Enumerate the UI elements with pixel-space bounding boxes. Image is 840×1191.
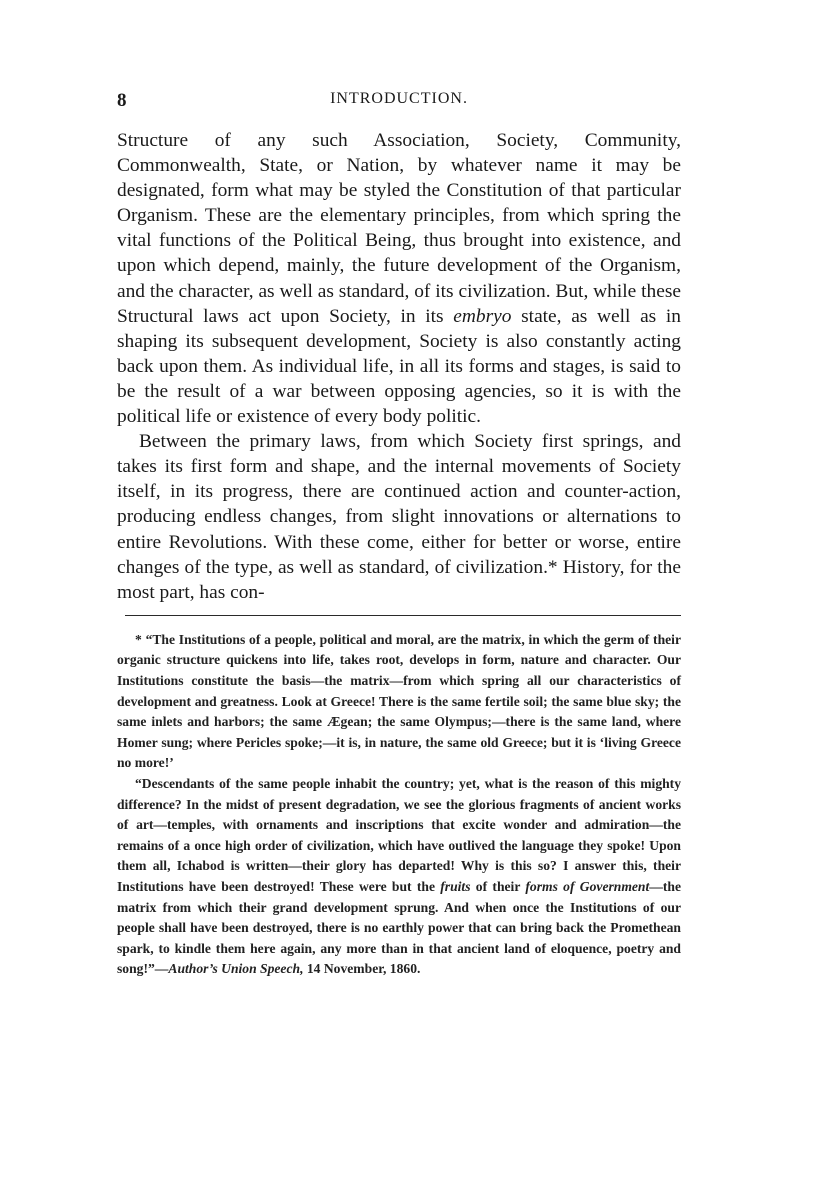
page-header <box>117 86 681 112</box>
paragraph-1-text-a: Structure of any such Association, Society, Community, Commonwealth, State, or Nation, by whatever name it may be designated, form what may be styled the Constitution of that particular Organism. These are the elementary principles, from which spring the vital functions of the Political Being, thus brought into existence, and upon which depend, mainly, the future development of the Organism, and the character, as well as standard, of its civilization. But, while these Structural laws act upon Society, in its <box>117 130 681 327</box>
footnote-paragraph-1: * “The Institutions of a people, political and moral, are the matrix, in which the germ of their organic structure quickens into life, takes root, develops in form, nature and character. Our Institutions constitute the basis—the matrix—from which spring all our characteristics of development and greatness. Look at Greece! There is the same fertile soil; the same blue sky; the same inlets and harbors; the same Ægean; the same Olympus;—there is the same land, where Homer sung; where Pericles spoke;—it is, in nature, the same old Greece; but it is ‘living Greece no more!’ <box>117 631 681 771</box>
running-head: INTRODUCTION. <box>330 90 468 107</box>
footnote-2-emphasis-forms: forms of Government <box>525 878 650 894</box>
body-text <box>117 128 681 605</box>
paragraph-1-emphasis: embryo <box>453 305 512 327</box>
footnote-2-text-b: of their <box>470 878 526 894</box>
footnote <box>117 630 681 980</box>
footnote-2-citation: Author’s Union Speech, <box>168 961 304 977</box>
footnote-divider <box>125 615 681 616</box>
page-number: 8 <box>117 90 127 111</box>
footnote-2-emphasis-fruits: fruits <box>440 878 471 894</box>
paragraph-1-text-b: state, as well as in shaping its subsequent development, Society is also constantly acting back upon them. As individual life, in all its forms and stages, is said to be the result of a war between opposing agencies, so it is with the political life or existence of every body politic. <box>117 305 681 428</box>
footnote-2-text-a: “Descendants of the same people inhabit the country; yet, what is the reason of this mighty difference? In the midst of present degradation, we see the glorious fragments of ancient works of art—temples, with ornaments and inscriptions that excite wonder and admiration—the remains of a once high order of civilization, which have outlived the language they spoke! Upon them all, Ichabod is written—their glory has departed! Why is this so? I answer this, their Institutions have been destroyed! These were but the <box>117 775 681 894</box>
paragraph-2: Between the primary laws, from which Society first springs, and takes its first form and shape, and the internal movements of Society itself, in its progress, there are continued action and counter-action, producing endless changes, from slight innovations or alternations to entire Revolutions. With these come, either for better or worse, entire changes of the type, as well as standard, of civilization.* History, for the most part, has con- <box>117 431 681 603</box>
footnote-2-text-d: 14 November, 1860. <box>303 961 421 977</box>
footnote-2-text-c: —the matrix from which their grand development sprung. And when once the Institutions of our people shall have been destroyed, there is no earthly power that can bring back the Promethean spark, to kindle them here again, any more than in that ancient land of eloquence, poetry and song!”— <box>117 878 681 977</box>
book-page <box>117 86 681 980</box>
footnote-paragraph-2 <box>117 774 681 980</box>
paragraph-1 <box>117 128 681 429</box>
